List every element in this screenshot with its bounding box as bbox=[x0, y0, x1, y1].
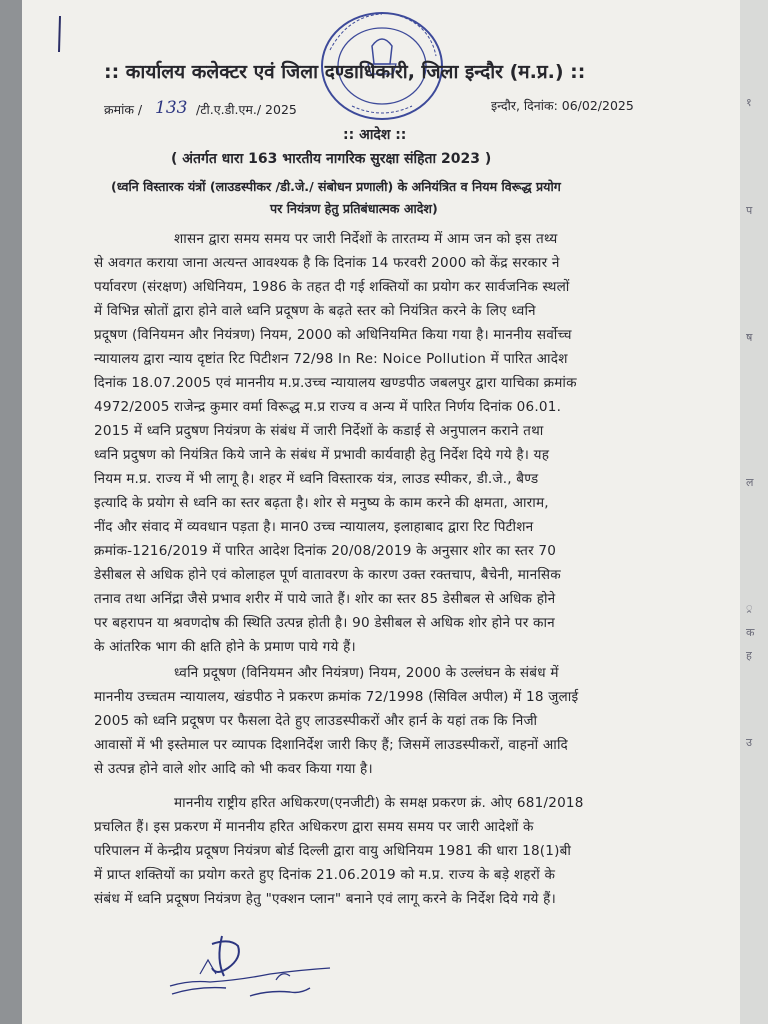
document-page bbox=[22, 0, 740, 1024]
body-line: क्रमांक-1216/2019 में पारित आदेश दिनांक 20/08/2019 के अनुसार शोर का स्तर 70 bbox=[94, 543, 557, 559]
margin-mark: १ bbox=[746, 96, 752, 109]
body-line: नियम म.प्र. राज्य में भी लागू है। शहर में ध्वनि विस्तारक यंत्र, लाउड स्पीकर, डी.जे., बैण्ड bbox=[94, 471, 539, 487]
body-line: प्रचलित हैं। इस प्रकरण में माननीय हरित अधिकरण द्वारा समय समय पर जारी आदेशों के bbox=[94, 819, 534, 835]
body-line: शासन द्वारा समय समय पर जारी निर्देशों के तारतम्य में आम जन को इस तथ्य bbox=[174, 231, 558, 247]
section-line: ( अंतर्गत धारा 163 भारतीय नागरिक सुरक्षा संहिता 2023 ) bbox=[171, 151, 492, 167]
body-line: इत्यादि के प्रयोग से ध्वनि का स्तर बढ़ता है। शोर से मनुष्य के काम करने की क्षमता, आराम, bbox=[94, 495, 549, 511]
place-date: इन्दौर, दिनांक: 06/02/2025 bbox=[491, 98, 634, 113]
margin-mark: उ bbox=[746, 736, 753, 749]
margin-mark: ल bbox=[746, 476, 754, 489]
margin-mark: प bbox=[746, 204, 753, 217]
body-line: डेसीबल से अधिक होने एवं कोलाहल पूर्ण वातावरण के कारण उक्त रक्तचाप, बैचेनी, मानसिक bbox=[94, 567, 561, 583]
margin-mark: ष bbox=[746, 331, 753, 344]
body-line: दिनांक 18.07.2005 एवं माननीय म.प्र.उच्च न्यायालय खण्डपीठ जबलपुर द्वारा याचिका क्रमांक bbox=[94, 375, 577, 391]
body-line: संबंध में ध्वनि प्रदूषण नियंत्रण हेतु "एक्शन प्लान" बनाने एवं लागू करने के निर्देश दिये गये हैं। bbox=[94, 891, 556, 907]
body-line: नींद और संवाद में व्यवधान पड़ता है। मान0 उच्च न्यायालय, इलाहाबाद द्वारा रिट पिटीशन bbox=[94, 519, 534, 535]
district-magistrate-signature bbox=[160, 930, 360, 1010]
subject-line-2: पर नियंत्रण हेतु प्रतिबंधात्मक आदेश) bbox=[270, 201, 438, 216]
body-line: 2015 में ध्वनि प्रदुषण नियंत्रण के संबंध में जारी निर्देशों के कडाई से अनुपालन कराने तथा bbox=[94, 423, 544, 439]
margin-mark: क bbox=[746, 626, 755, 639]
order-title: :: आदेश :: bbox=[343, 127, 407, 143]
body-line: ध्वनि प्रदूषण (विनियमन और नियंत्रण) नियम, 2000 के उल्लंघन के संबंध में bbox=[174, 665, 559, 681]
body-line: पर बहरापन या श्रवणदोष की स्थिति उत्पन्न होती है। 90 डेसीबल से अधिक शोर होने पर कान bbox=[94, 615, 555, 631]
reference-number: 133 bbox=[155, 98, 188, 118]
body-line: 2005 को ध्वनि प्रदूषण पर फैसला देते हुए लाउडस्पीकरों और हार्न के यहां तक कि निजी bbox=[94, 713, 538, 729]
reference-suffix: /टी.ए.डी.एम./ 2025 bbox=[196, 102, 297, 117]
subject-line-1: (ध्वनि विस्तारक यंत्रों (लाउडस्पीकर /डी.जे./ संबोधन प्रणाली) के अनियंत्रित व नियम विरूद्ध प्रयोग bbox=[111, 179, 561, 194]
body-line: तनाव तथा अनिंद्रा जैसे प्रभाव शरीर में पाये जाते हैं। शोर का स्तर 85 डेसीबल से अधिक होने bbox=[94, 591, 556, 607]
body-line: माननीय उच्चतम न्यायालय, खंडपीठ ने प्रकरण क्रमांक 72/1998 (सिविल अपील) में 18 जुलाई bbox=[94, 689, 579, 705]
body-line: में प्राप्त शक्तियों का प्रयोग करते हुए दिनांक 21.06.2019 को म.प्र. राज्य के बड़े शहरों के bbox=[94, 867, 556, 883]
body-line: के आंतरिक भाग की क्षति होने के प्रमाण पाये गये हैं। bbox=[94, 639, 356, 655]
reference-prefix: क्रमांक / bbox=[104, 102, 143, 117]
body-line: प्रदूषण (विनियमन और नियंत्रण) नियम, 2000 को अधिनियमित किया गया है। माननीय सर्वोच्च bbox=[94, 327, 572, 343]
body-line: न्यायालय द्वारा न्याय दृष्टांत रिट पिटीशन 72/98 In Re: Noice Pollution में पारित आदेश bbox=[94, 351, 568, 367]
body-line: 4972/2005 राजेन्द्र कुमार वर्मा विरूद्ध म.प्र राज्य व अन्य में पारित निर्णय दिनांक 06.01. bbox=[94, 399, 562, 415]
body-line: आवासों में भी इस्तेमाल पर व्यापक दिशानिर्देश जारी किए हैं; जिसमें लाउडस्पीकरों, वाहनों आदि bbox=[94, 737, 568, 753]
body-line: से उत्पन्न होने वाले शोर आदि को भी कवर किया गया है। bbox=[94, 761, 373, 777]
body-line: ध्वनि प्रदुषण को नियंत्रित किये जाने के संबंध में प्रभावी कार्यवाही हेतु निर्देश दिये गये है। यह bbox=[94, 447, 550, 463]
adjacent-page-edge bbox=[740, 0, 768, 1024]
office-title: :: कार्यालय कलेक्टर एवं जिला दण्डाधिकारी, जिला इन्दौर (म.प्र.) :: bbox=[104, 61, 586, 83]
body-line: पर्यावरण (संरक्षण) अधिनियम, 1986 के तहत दी गई शक्तियों का प्रयोग कर सार्वजनिक स्थलों bbox=[94, 279, 570, 295]
margin-mark: ह bbox=[746, 649, 752, 662]
body-line: माननीय राष्ट्रीय हरित अधिकरण(एनजीटी) के समक्ष प्रकरण क्रं. ओए 681/2018 bbox=[174, 795, 584, 811]
margin-mark: ्र bbox=[746, 601, 753, 614]
body-line: से अवगत कराया जाना अत्यन्त आवश्यक है कि दिनांक 14 फरवरी 2000 को केंद्र सरकार ने bbox=[94, 255, 560, 271]
body-line: में विभिन्न स्रोतों द्वारा होने वाले ध्वनि प्रदूषण के बढ़ते स्तर को नियंत्रित करने के लिए ध्वनि bbox=[94, 303, 536, 319]
body-line: परिपालन में केन्द्रीय प्रदूषण नियंत्रण बोर्ड दिल्ली द्वारा वायु अधिनियम 1981 की धारा 18(1)बी bbox=[94, 843, 572, 859]
pen-mark bbox=[56, 14, 64, 54]
